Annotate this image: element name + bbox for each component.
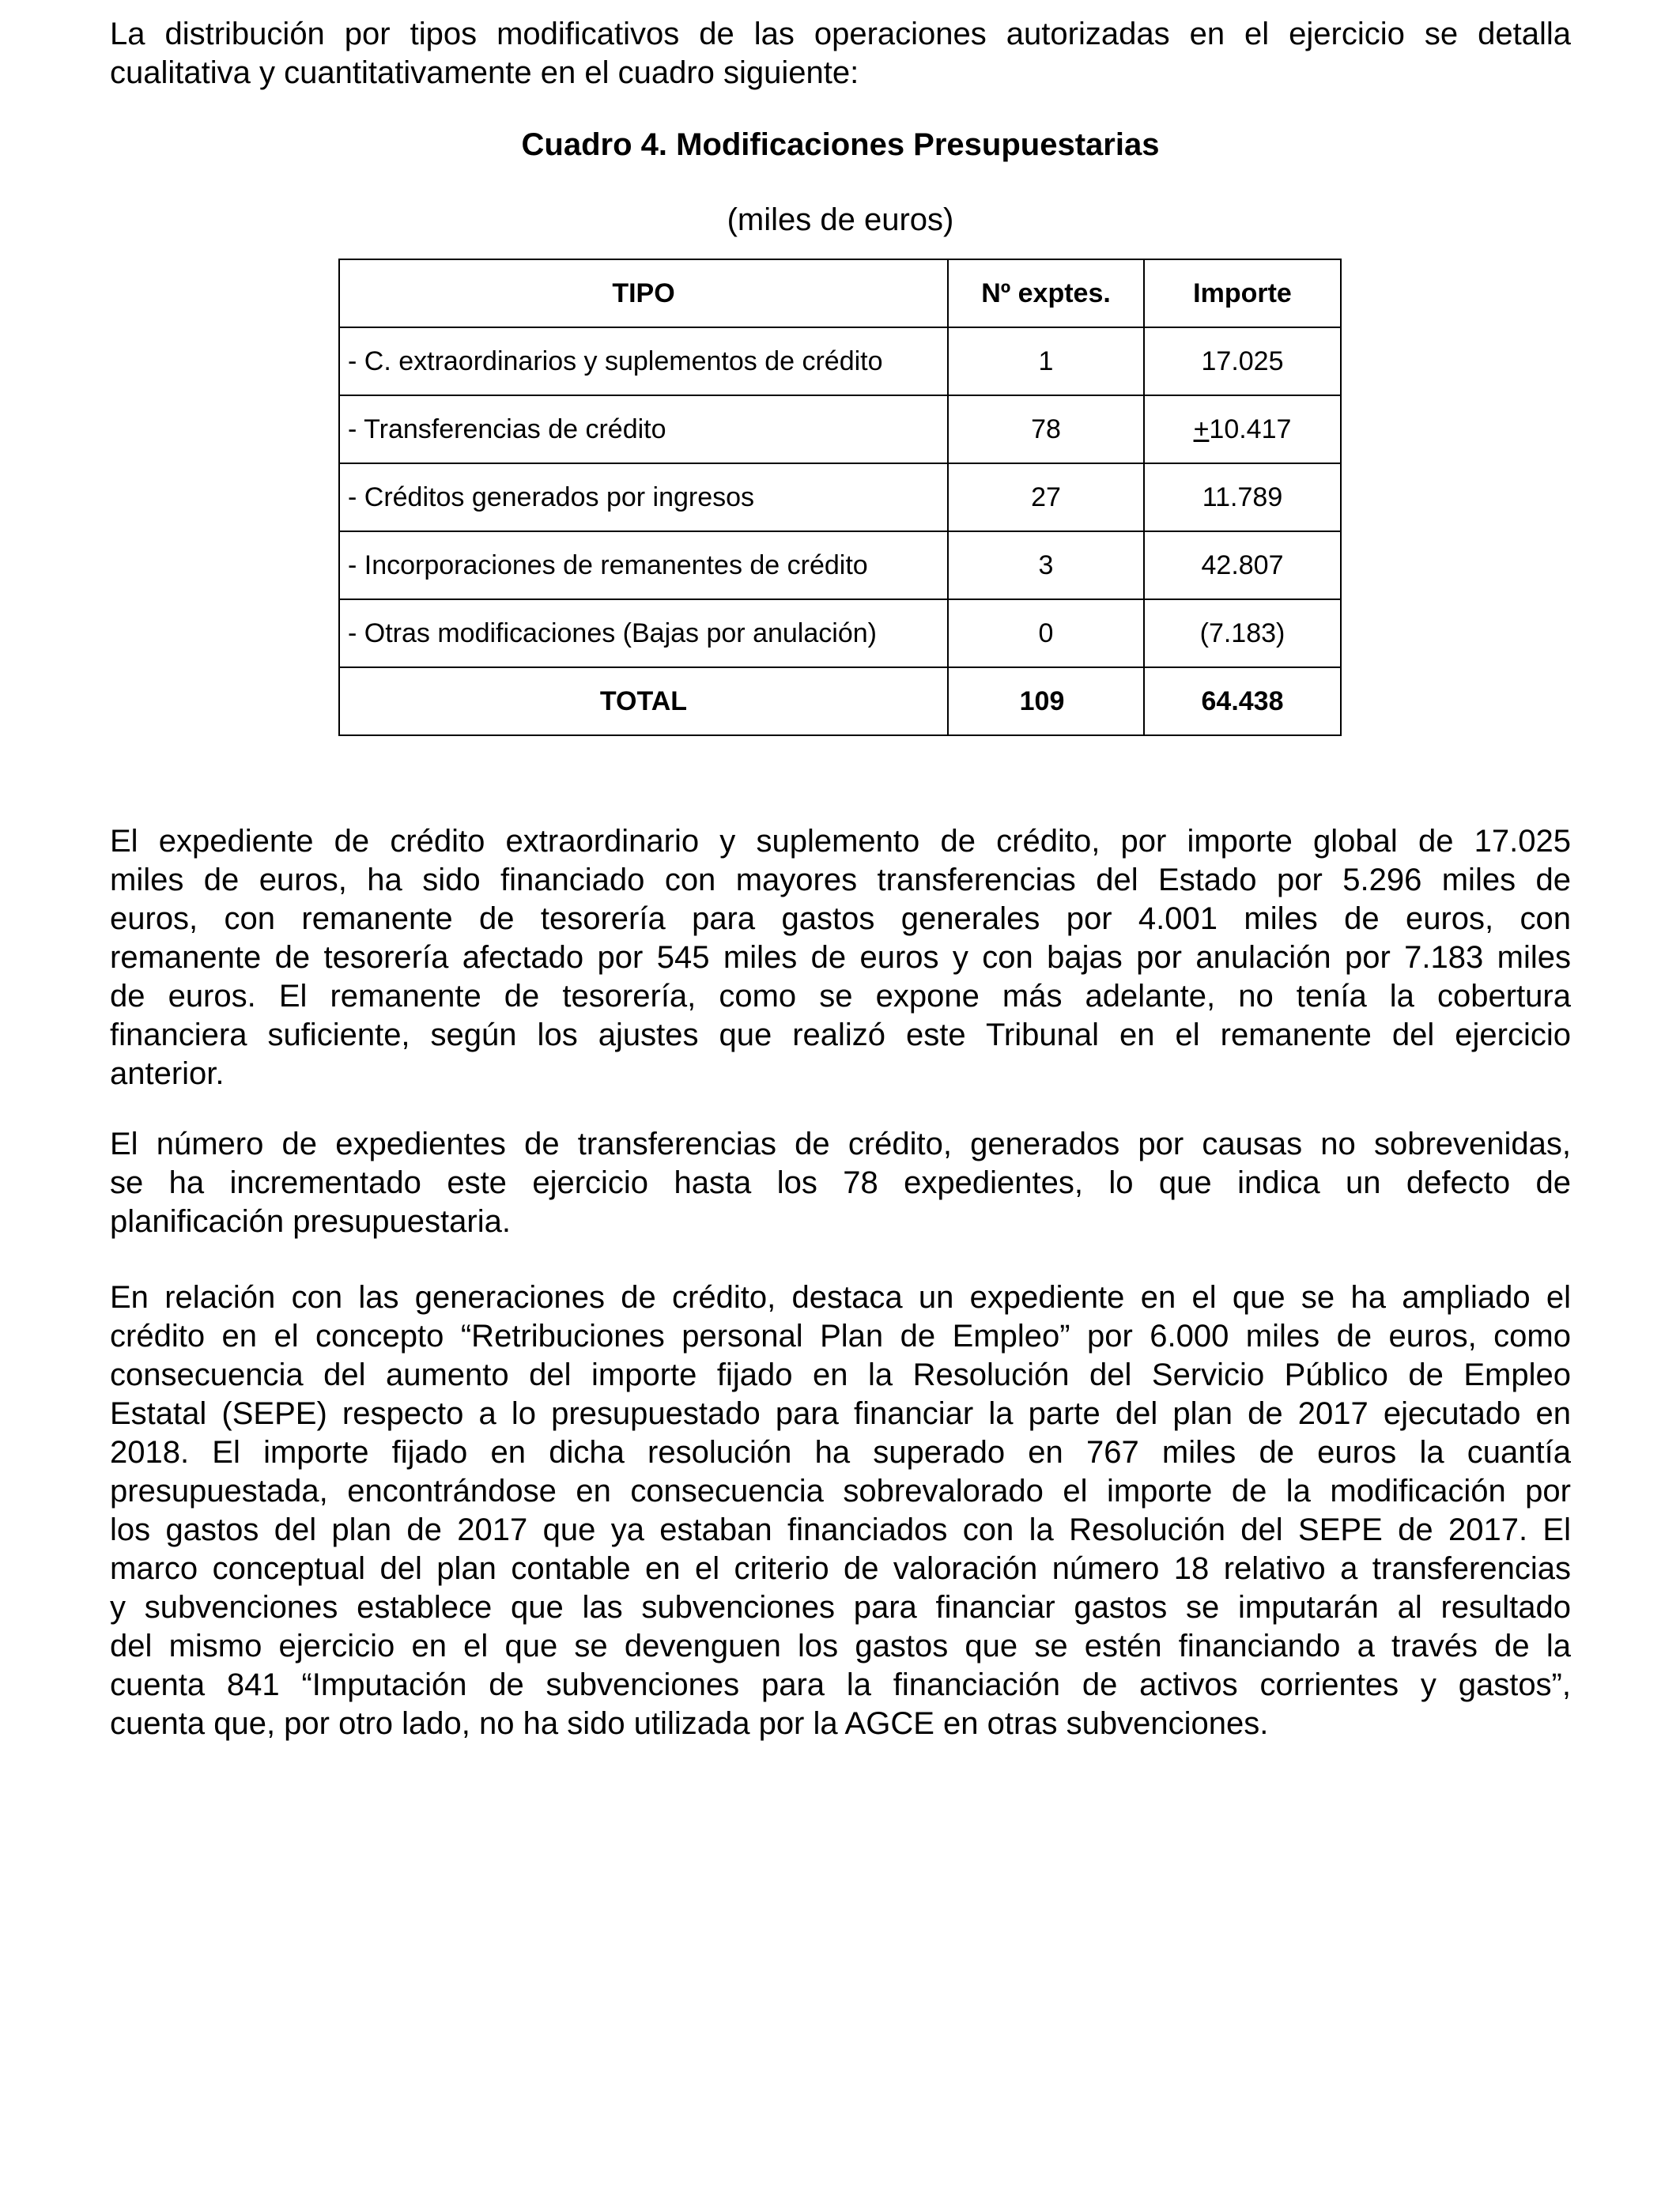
paragraph-line: marco conceptual del plan contable en el criterio de valoración número 18 relativo a transferencias bbox=[110, 1551, 1571, 1586]
header-tipo: TIPO bbox=[339, 259, 948, 327]
paragraph-line: anterior. bbox=[110, 1056, 225, 1091]
paragraph-line: El número de expedientes de transferencias de crédito, generados por causas no sobrevenidas, bbox=[110, 1127, 1571, 1161]
intro-paragraph bbox=[110, 15, 1571, 93]
header-expedientes: Nº exptes. bbox=[948, 259, 1144, 327]
table-title: Cuadro 4. Modificaciones Presupuestarias bbox=[521, 127, 1160, 162]
table-row bbox=[339, 531, 1341, 599]
paragraph-line: consecuencia del aumento del importe fijado en la Resolución del Servicio Público de Empleo bbox=[110, 1358, 1571, 1392]
paragraph-line: euros, con remanente de tesorería para gastos generales por 4.001 miles de euros, con bbox=[110, 901, 1571, 936]
paragraph-transfers bbox=[110, 1125, 1571, 1241]
paragraph-line: los gastos del plan de 2017 que ya estaban financiados con la Resolución del SEPE de 2017. El bbox=[110, 1512, 1571, 1547]
paragraph-line: cuenta que, por otro lado, no ha sido utilizada por la AGCE en otras subvenciones. bbox=[110, 1706, 1269, 1741]
table-row bbox=[339, 395, 1341, 463]
paragraph-line: El expediente de crédito extraordinario y suplemento de crédito, por importe global de 17.025 bbox=[110, 824, 1571, 859]
cell-expedientes: 78 bbox=[948, 395, 1144, 463]
modifications-table bbox=[338, 259, 1342, 736]
cell-importe bbox=[1144, 395, 1341, 463]
table-row bbox=[339, 327, 1341, 395]
paragraph-line: miles de euros, ha sido financiado con mayores transferencias del Estado por 5.296 miles de bbox=[110, 863, 1571, 897]
paragraph-line: de euros. El remanente de tesorería, como se expone más adelante, no tenía la cobertura bbox=[110, 979, 1571, 1014]
total-importe: 64.438 bbox=[1144, 667, 1341, 735]
paragraph-line: presupuestada, encontrándose en consecuencia sobrevalorado el importe de la modificación por bbox=[110, 1474, 1571, 1509]
cell-importe: 42.807 bbox=[1144, 531, 1341, 599]
table-units: (miles de euros) bbox=[727, 202, 954, 237]
paragraph-line: 2018. El importe fijado en dicha resolución ha superado en 767 miles de euros la cuantía bbox=[110, 1435, 1571, 1470]
paragraph-line: financiera suficiente, según los ajustes que realizó este Tribunal en el remanente del ejercicio bbox=[110, 1018, 1571, 1052]
table-header-row bbox=[339, 259, 1341, 327]
paragraph-line: En relación con las generaciones de crédito, destaca un expediente en el que se ha ampliado el bbox=[110, 1280, 1571, 1315]
table-row bbox=[339, 599, 1341, 667]
paragraph-line: planificación presupuestaria. bbox=[110, 1204, 511, 1239]
paragraph-line: Estatal (SEPE) respecto a lo presupuestado para financiar la parte del plan de 2017 ejecutado en bbox=[110, 1396, 1571, 1431]
cell-expedientes: 3 bbox=[948, 531, 1144, 599]
paragraph-line: y subvenciones establece que las subvenciones para financiar gastos se imputarán al resultado bbox=[110, 1590, 1571, 1625]
intro-line: cualitativa y cuantitativamente en el cuadro siguiente: bbox=[110, 55, 859, 90]
total-expedientes: 109 bbox=[948, 667, 1144, 735]
paragraph-line: se ha incrementado este ejercicio hasta los 78 expedientes, lo que indica un defecto de bbox=[110, 1165, 1571, 1200]
cell-importe: (7.183) bbox=[1144, 599, 1341, 667]
cell-importe: 11.789 bbox=[1144, 463, 1341, 531]
cell-expedientes: 1 bbox=[948, 327, 1144, 395]
paragraph-financing bbox=[110, 822, 1571, 1093]
cell-expedientes: 27 bbox=[948, 463, 1144, 531]
cell-expedientes: 0 bbox=[948, 599, 1144, 667]
header-importe: Importe bbox=[1144, 259, 1341, 327]
paragraph-line: remanente de tesorería afectado por 545 miles de euros y con bajas por anulación por 7.183 miles bbox=[110, 940, 1571, 975]
paragraph-generations bbox=[110, 1278, 1571, 1743]
intro-line: La distribución por tipos modificativos de las operaciones autorizadas en el ejercicio se detalla bbox=[110, 17, 1571, 51]
paragraph-line: crédito en el concepto “Retribuciones personal Plan de Empleo” por 6.000 miles de euros, como bbox=[110, 1319, 1571, 1354]
cell-importe: 17.025 bbox=[1144, 327, 1341, 395]
cell-tipo: - Transferencias de crédito bbox=[339, 395, 948, 463]
paragraph-line: del mismo ejercicio en el que se devenguen los gastos que se estén financiando a través de la bbox=[110, 1629, 1571, 1663]
cell-tipo: - C. extraordinarios y suplementos de crédito bbox=[339, 327, 948, 395]
table-row bbox=[339, 463, 1341, 531]
importe-value: 10.417 bbox=[1209, 413, 1292, 444]
paragraph-line: cuenta 841 “Imputación de subvenciones para la financiación de activos corrientes y gastos”, bbox=[110, 1667, 1571, 1702]
table-total-row bbox=[339, 667, 1341, 735]
cell-tipo: - Créditos generados por ingresos bbox=[339, 463, 948, 531]
cell-tipo: - Otras modificaciones (Bajas por anulación) bbox=[339, 599, 948, 667]
importe-sign: + bbox=[1193, 413, 1210, 444]
cell-tipo: - Incorporaciones de remanentes de crédito bbox=[339, 531, 948, 599]
total-label: TOTAL bbox=[339, 667, 948, 735]
